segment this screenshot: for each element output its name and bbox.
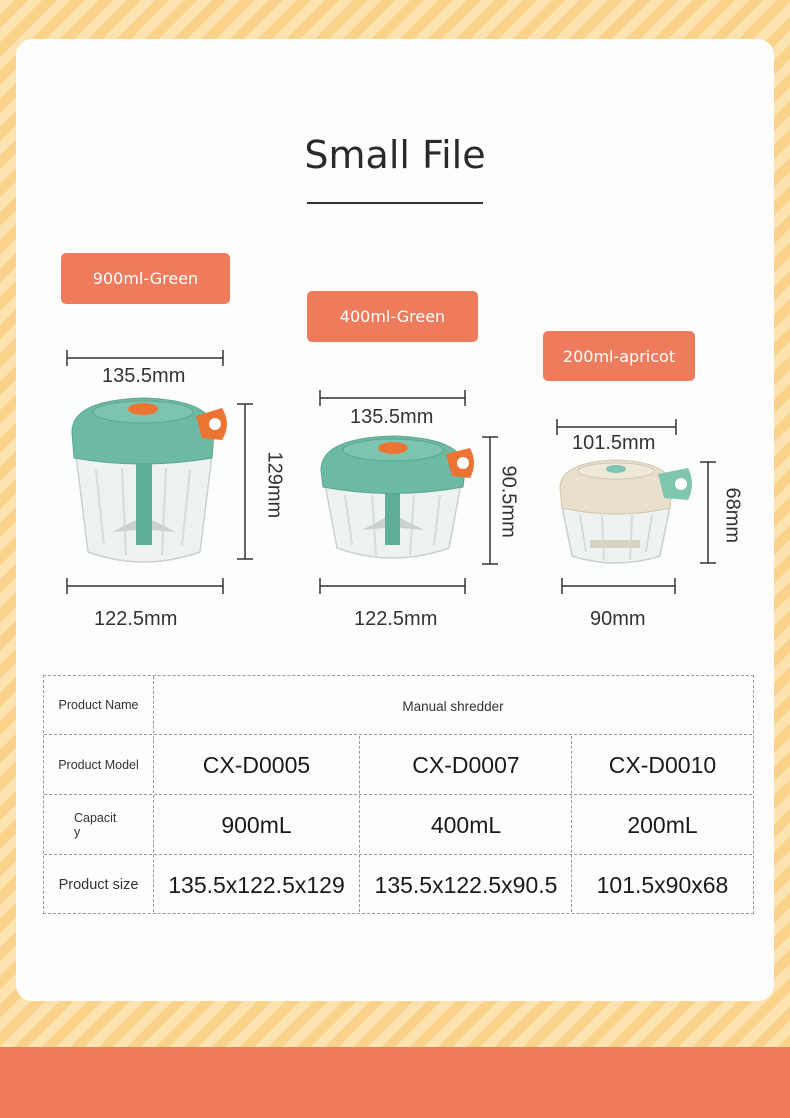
- row-divider: [44, 794, 752, 795]
- dim-400ml-bottom-width: 122.5mm: [354, 608, 438, 630]
- dim-900ml-bottom-width: 122.5mm: [94, 608, 178, 630]
- col-divider: [359, 736, 360, 912]
- capacity-label-line2: y: [74, 825, 81, 839]
- product-name-value: Manual shredder: [402, 698, 504, 714]
- row-divider: [44, 854, 752, 855]
- chopper-900ml-image: [72, 398, 227, 562]
- row-label-product-model: Product Model: [58, 758, 139, 772]
- tag-200ml: 200ml-apricot: [543, 331, 695, 381]
- dim-900ml-top-width: 135.5mm: [102, 365, 186, 387]
- capacity-900ml: 900mL: [221, 811, 292, 838]
- capacity-200ml: 200mL: [627, 811, 698, 838]
- size-900ml: 135.5x122.5x129: [168, 871, 345, 898]
- tag-400ml: 400ml-Green: [307, 291, 478, 342]
- chopper-200ml-image: [560, 460, 692, 563]
- model-400ml: CX-D0007: [412, 751, 520, 778]
- dim-900ml-height: 129mm: [263, 451, 286, 519]
- capacity-label-line1: Capacit: [74, 811, 117, 825]
- model-900ml: CX-D0005: [202, 751, 311, 778]
- dim-200ml-top-width: 101.5mm: [572, 432, 656, 454]
- row-label-product-name: Product Name: [58, 698, 139, 712]
- page-title: Small File: [304, 133, 486, 177]
- row-label-capacity: [44, 796, 153, 854]
- tag-900ml: 900ml-Green: [61, 253, 230, 304]
- dim-200ml-bottom-width: 90mm: [590, 608, 646, 630]
- chopper-400ml-image: [321, 436, 474, 558]
- col-divider: [571, 736, 572, 912]
- bottom-band: [0, 1047, 790, 1118]
- model-200ml: CX-D0010: [608, 751, 717, 778]
- dim-400ml-top-width: 135.5mm: [350, 406, 434, 428]
- size-400ml: 135.5x122.5x90.5: [374, 871, 558, 898]
- dim-200ml-height: 68mm: [721, 487, 744, 544]
- dim-400ml-height: 90.5mm: [497, 465, 520, 538]
- row-label-product-size: Product size: [58, 877, 139, 893]
- spec-table: [43, 675, 754, 914]
- size-200ml: 101.5x90x68: [596, 871, 729, 898]
- capacity-400ml: 400mL: [430, 811, 502, 838]
